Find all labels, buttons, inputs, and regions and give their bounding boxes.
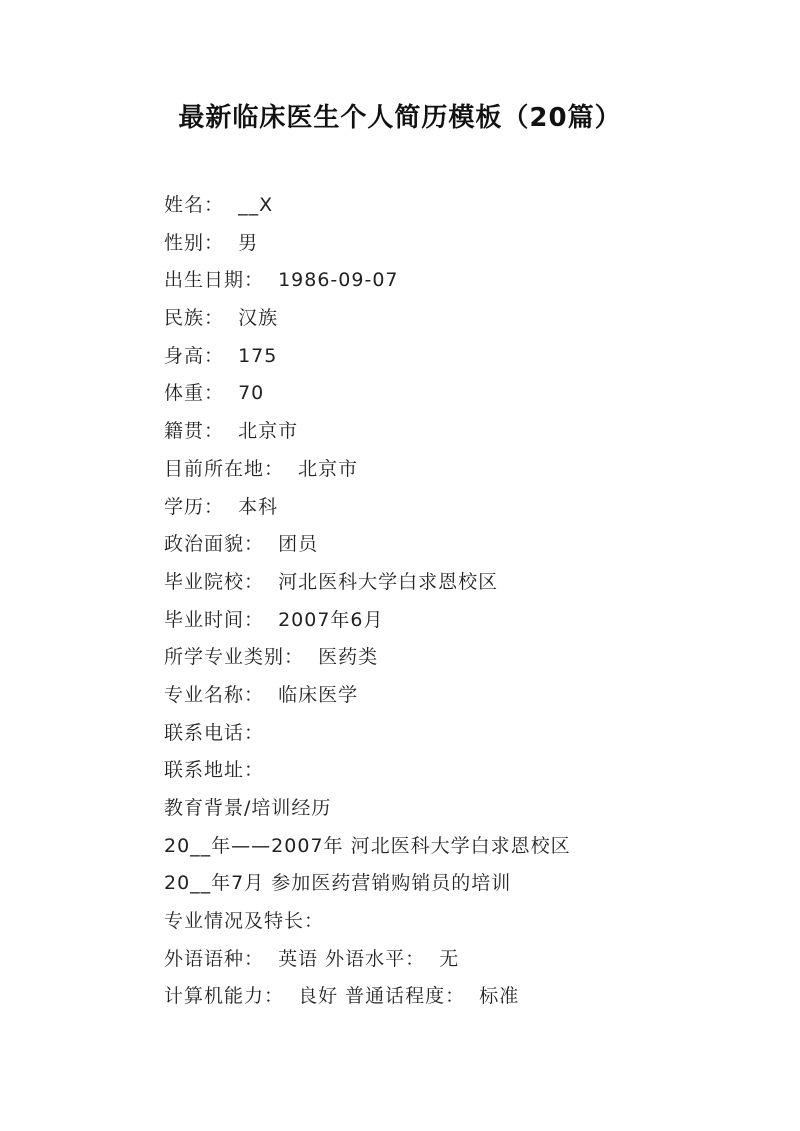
document-title: 最新临床医生个人简历模板（20篇）: [178, 103, 622, 133]
resume-body: [164, 187, 764, 1016]
line-education: 学历： 本科: [164, 495, 279, 518]
line-education-entry: 20__年——2007年 河北医科大学白求恩校区: [164, 834, 571, 857]
line-height: 身高： 175: [164, 344, 278, 367]
line-birth-date: 出生日期： 1986-09-07: [164, 269, 399, 292]
line-address: 联系地址：: [164, 759, 265, 782]
line-current-location: 目前所在地： 北京市: [164, 457, 359, 480]
line-native-place: 籍贯： 北京市: [164, 420, 299, 443]
line-education-heading: 教育背景/培训经历: [164, 797, 332, 819]
line-skills-heading: 专业情况及特长：: [164, 910, 325, 933]
line-graduation-time: 毕业时间： 2007年6月: [164, 608, 384, 631]
line-training-entry: 20__年7月 参加医药营销购销员的培训: [164, 872, 512, 895]
line-political-status: 政治面貌： 团员: [164, 533, 319, 556]
line-weight: 体重： 70: [164, 382, 265, 405]
line-major-name: 专业名称： 临床医学: [164, 683, 359, 706]
line-major-category: 所学专业类别： 医药类: [164, 646, 379, 669]
line-phone: 联系电话：: [164, 721, 265, 744]
line-computer-mandarin: 计算机能力： 良好 普通话程度： 标准: [164, 985, 520, 1008]
line-language: 外语语种： 英语 外语水平： 无: [164, 947, 460, 970]
line-gender: 性别： 男: [164, 231, 259, 254]
line-ethnicity: 民族： 汉族: [164, 307, 279, 330]
line-school: 毕业院校： 河北医科大学白求恩校区: [164, 570, 499, 593]
line-name: 姓名： __X: [164, 194, 274, 216]
